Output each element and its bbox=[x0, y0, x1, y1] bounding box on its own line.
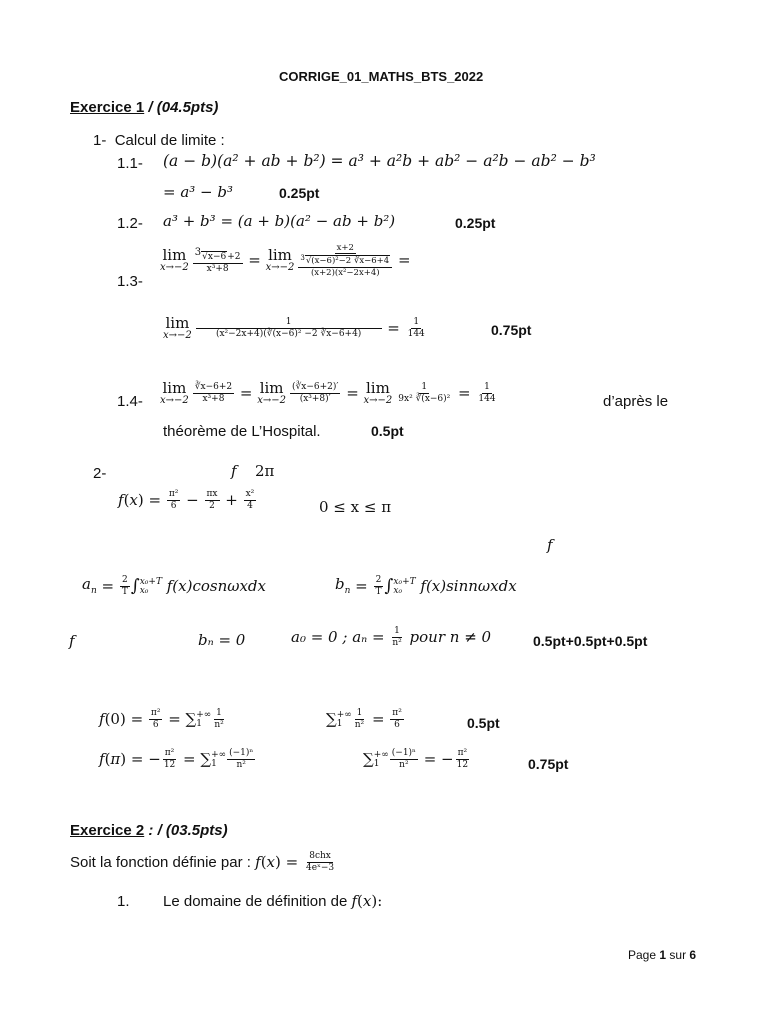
fourier-bn-value: bₙ = 0 bbox=[198, 631, 246, 649]
question-1-4-note: d’après le bbox=[603, 393, 669, 410]
series-sum-result-1: ∑ +∞ 1 $\frac{1}{\text{n²}}$ = $\frac{\text{π²}}{6}$ bbox=[326, 708, 402, 730]
fourier-an-lead: a₀ = 0 ; aₙ = bbox=[291, 628, 385, 646]
question-1-2-number: 1.2- bbox=[117, 215, 143, 232]
question-1-2-points: 0.25pt bbox=[455, 215, 496, 231]
question-1-3-limit-expression: lim x→−2 $\frac{^3√x-6+2}{\text{x³+8}}$ = lim x→−2 $\frac{\frac{x+2}{^3√(x-6)^2-2 ∛x-6+4}}{\text{(x+2)(x²−2x+4)}}$ = bbox=[160, 243, 411, 278]
series-f-zero: f (0) = $\frac{\text{π²}}{6}$ = ∑ +∞ 1 $\frac{1}{\text{n²}}$ bbox=[99, 708, 224, 730]
question-2-function-name: f bbox=[231, 462, 237, 480]
question-1-1-number: 1.1- bbox=[117, 155, 143, 172]
exercise-2-intro: Soit la fonction définie par : f ( x ) = $\frac{\text{8chx}}{\text{4eˣ−3}}$ bbox=[70, 851, 335, 873]
question-2-function-label-right: f bbox=[547, 536, 553, 554]
question-1-4-points: 0.5pt bbox=[371, 423, 404, 439]
exercise-1-heading bbox=[70, 100, 218, 115]
series-f-pi: f ( π ) = − $\frac{\text{π²}}{12}$ = ∑ +∞ 1 $\frac{\text{(−1)ⁿ}}{\text{n²}}$ bbox=[99, 748, 254, 770]
question-1-1-points: 0.25pt bbox=[279, 185, 320, 201]
question-1-4-number: 1.4- bbox=[117, 393, 143, 410]
question-1-1-equation: (a − b)(a² + ab + b²) = a³ + a²b + ab² − a²b − ab² − b³ bbox=[163, 152, 596, 170]
question-2-number: 2- bbox=[93, 465, 107, 482]
series-f-zero-points: 0.5pt bbox=[467, 715, 500, 731]
document-title: CORRIGE_01_MATHS_BTS_2022 bbox=[279, 69, 484, 84]
exercise-1-title: Exercice 1 bbox=[70, 99, 145, 116]
exercise-2-title: Exercice 2 bbox=[70, 822, 145, 839]
question-1-3-limit-result: lim x→−2 $\frac{1}{\text{(x²−2x+4)(∛(x−6)² −2 ∛x−6+4)}}$ = $\frac{1}{144}$ bbox=[163, 314, 425, 341]
question-2-function-label-left: f bbox=[69, 632, 75, 650]
page-total: 6 bbox=[689, 948, 697, 962]
question-2-domain: 0 ≤ x ≤ π bbox=[319, 498, 392, 516]
exercise-2-points: : / (03.5pts) bbox=[144, 822, 228, 839]
fourier-an-formula: $a_n$ = $\frac{2}{T}$ ∫ x₀+T x₀ f(x)cosnωxdx bbox=[82, 575, 266, 597]
series-sum-result-2: ∑ +∞ 1 $\frac{\text{(−1)ⁿ}}{\text{n²}}$ = − $\frac{\text{π²}}{12}$ bbox=[363, 748, 469, 770]
exercise-2-heading bbox=[70, 823, 228, 838]
question-1-1-result: = a³ − b³ bbox=[163, 183, 234, 201]
question-1-number: 1- bbox=[93, 132, 107, 149]
series-f-pi-points: 0.75pt bbox=[528, 756, 569, 772]
question-2-points: 0.5pt+0.5pt+0.5pt bbox=[533, 633, 648, 649]
fourier-an-condition: pour n ≠ 0 bbox=[409, 628, 492, 646]
page-number: 1 bbox=[659, 948, 667, 962]
fourier-bn-formula: $b_n$ = $\frac{2}{T}$ ∫ x₀+T x₀ f(x)sinnωxdx bbox=[335, 575, 517, 597]
question-2-period: 2π bbox=[255, 462, 275, 480]
exercise-1-points: / (04.5pts) bbox=[144, 99, 219, 116]
question-1-label: Calcul de limite : bbox=[114, 132, 225, 149]
question-1-4-limit-expression: lim x→−2 $\frac{∛x-6+2}{\text{x³+8}}$ = lim x→−2 $\frac{(∛x-6+2)'}{\text{(x³+8)′}}$ = lim x→−2 $\frac{1}{\text{9x² ∛(x−6)²}}$ = $\frac{1}{144}$ bbox=[160, 379, 496, 406]
question-1 bbox=[93, 133, 225, 148]
exercise-2-question-1-label: Le domaine de définition de bbox=[163, 893, 348, 910]
question-1-3-points: 0.75pt bbox=[491, 322, 532, 338]
question-2-function-definition: f ( x ) = $\frac{\text{π²}}{6}$ − $\frac{\pi x}{2}$ + $\frac{\text{x²}}{4}$ bbox=[118, 489, 255, 511]
question-1-2-equation: a³ + b³ = (a + b)(a² − ab + b²) bbox=[163, 212, 396, 230]
page-of-label: sur bbox=[669, 948, 687, 962]
question-1-4-note-continued: théorème de L’Hospital. bbox=[163, 423, 321, 440]
page-footer bbox=[628, 949, 696, 961]
question-1-3-number: 1.3- bbox=[117, 273, 143, 290]
exercise-2-question-1: Le domaine de définition de f(x): bbox=[163, 892, 383, 910]
exercise-2-intro-text: Soit la fonction définie par : bbox=[70, 854, 251, 871]
fourier-an-value: a₀ = 0 ; aₙ = $\frac{1}{\text{n²}}$ pour n ≠ 0 bbox=[291, 626, 492, 648]
exercise-2-question-1-number: 1. bbox=[117, 893, 130, 910]
page-label: Page bbox=[628, 948, 657, 962]
